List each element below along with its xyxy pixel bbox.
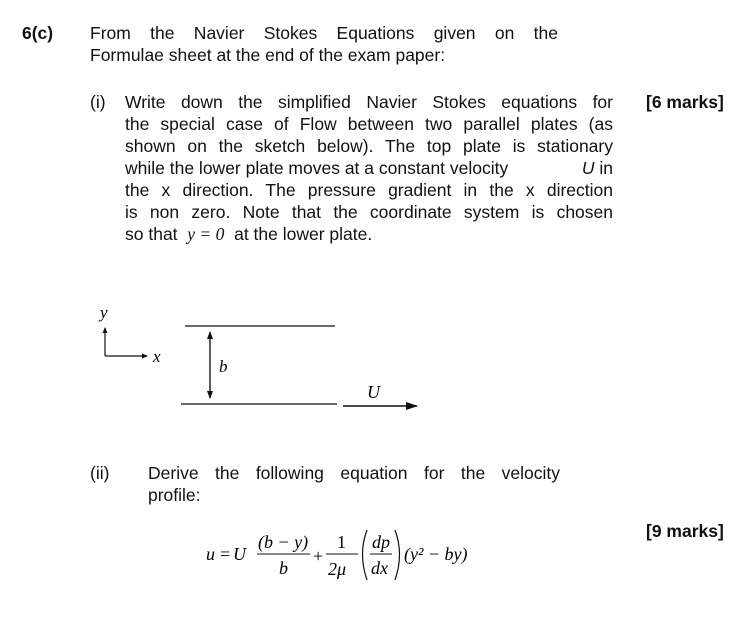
gap-label: b	[219, 357, 228, 376]
part-i-line-6: is non zero. Note that the coordinate system is chosen	[125, 202, 613, 222]
eq-left-paren	[363, 530, 368, 580]
eq-right-paren	[395, 530, 400, 580]
part-i-line-7-suffix: at the lower plate.	[234, 224, 373, 244]
velocity-profile-equation	[200, 522, 490, 592]
question-intro	[90, 22, 558, 66]
eq-frac1-num: (b − y)	[258, 532, 309, 552]
part-ii-line-2: profile:	[148, 485, 201, 505]
velocity-symbol: U	[581, 158, 595, 178]
part-i-line-5: the x direction. The pressure gradient in the x direction	[125, 180, 613, 200]
intro-line-2: Formulae sheet at the end of the exam paper:	[90, 45, 446, 65]
part-i-line-4-suffix: in	[599, 158, 613, 178]
question-number: 6(c)	[22, 23, 54, 43]
eq-frac2-num: 1	[337, 532, 346, 552]
part-ii-text	[148, 462, 560, 506]
y-axis-label: y	[100, 303, 108, 322]
eq-equals: =	[220, 544, 231, 564]
part-i-line-7-prefix: so that	[125, 224, 178, 244]
part-ii-marks: [9 marks]	[646, 521, 724, 541]
part-i-line-3: shown on the sketch below). The top plate is stationary	[125, 136, 613, 156]
parallel-plates-sketch	[95, 298, 435, 418]
part-ii-line-1: Derive the following equation for the velocity	[148, 463, 560, 483]
part-i-label: (i)	[90, 92, 106, 112]
velocity-label: U	[367, 382, 380, 402]
x-axis-label: x	[153, 347, 161, 366]
eq-frac3-den: dx	[371, 558, 388, 578]
part-i-line-4	[125, 157, 613, 179]
boundary-condition: y = 0	[187, 224, 225, 244]
part-i-line-7	[125, 223, 613, 245]
eq-frac2-den: 2μ	[328, 559, 347, 579]
eq-lhs: u	[206, 544, 215, 564]
eq-tail: (y² − by)	[404, 544, 468, 564]
part-i-marks: [6 marks]	[646, 92, 724, 112]
part-i-text	[125, 91, 613, 245]
part-i-line-2: the special case of Flow between two parallel plates (as	[125, 114, 613, 134]
eq-plus: +	[313, 546, 324, 566]
coordinate-axes	[98, 303, 161, 366]
eq-frac3-num: dp	[372, 532, 390, 552]
intro-line-1: From the Navier Stokes Equations given on the	[90, 23, 558, 43]
eq-frac1-den: b	[279, 558, 288, 578]
part-ii-label: (ii)	[90, 463, 110, 483]
eq-U: U	[233, 544, 246, 564]
part-i-line-1: Write down the simplified Navier Stokes equations for	[125, 92, 613, 112]
part-i-line-4-text: while the lower plate moves at a constant velocity	[125, 158, 509, 178]
